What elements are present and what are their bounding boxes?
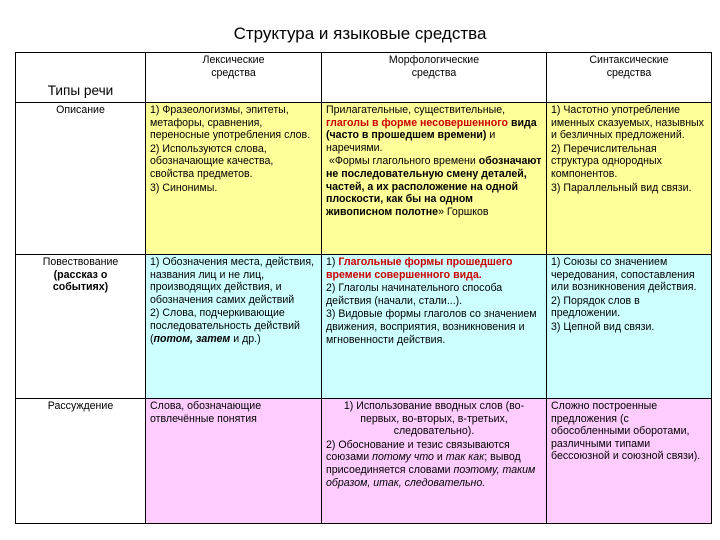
row-narration bbox=[16, 255, 712, 399]
narration-lexical: 1) Обозначения места, действия, названия лиц и не лиц, производящих действия, и обозначения самих действий 2) Слова, подчеркивающие последовательность действий (потом, затем и др.) bbox=[146, 255, 322, 399]
header-morph: Морфологические средства bbox=[322, 53, 547, 103]
header-row bbox=[16, 53, 712, 103]
reasoning-lexical: Слова, обозначающие отвлечённые понятия bbox=[146, 399, 322, 524]
narration-morph: 1) Глагольные формы прошедшего времени совершенного вида. 2) Глаголы начинательного способа действия (начали, стали...). 3) Видовые формы глаголов со значением движения, восприятия, возникновения и мгновенности действия. bbox=[322, 255, 547, 399]
page-title: Структура и языковые средства bbox=[233, 24, 487, 43]
description-syntax: 1) Частотно употребление именных сказуемых, назывных и безличных предложений. 2) Перечислительная структура однородных компонентов. 3) Параллельный вид связи. bbox=[547, 103, 712, 255]
speech-types-table bbox=[15, 52, 712, 524]
narration-syntax: 1) Союзы со значением чередования, сопоставления или возникновения действия. 2) Порядок слов в предложении. 3) Цепной вид связи. bbox=[547, 255, 712, 399]
reasoning-syntax: Сложно построенные предложения (с обособленными оборотами, различными типами бессоюзной и союзной связи). bbox=[547, 399, 712, 524]
reasoning-morph: 1) Использование вводных слов (во-первых, во-вторых, в-третьих, следовательно). 2) Обоснование и тезис связываются союзами потому что и так как; вывод присоединяется словами поэтому, таким образом, итак, следовательно. bbox=[322, 399, 547, 524]
header-types: Типы речи bbox=[16, 53, 146, 103]
row-label-reasoning: Рассуждение bbox=[16, 399, 146, 524]
row-description bbox=[16, 103, 712, 255]
row-reasoning bbox=[16, 399, 712, 524]
description-lexical: 1) Фразеологизмы, эпитеты, метафоры, сравнения, переносные употребления слов. 2) Используются слова, обозначающие качества, свойства предметов. 3) Синонимы. bbox=[146, 103, 322, 255]
header-syntax: Синтаксические средства bbox=[547, 53, 712, 103]
row-label-description: Описание bbox=[16, 103, 146, 255]
header-lexical: Лексические средства bbox=[146, 53, 322, 103]
row-label-narration: Повествование (рассказ о событиях) bbox=[16, 255, 146, 399]
description-morph: Прилагательные, существительные, глаголы в форме несовершенного вида (часто в прошедшем времени) и наречиями. «Формы глагольного времени обозначают не последовательную смену деталей, частей, а их расположение на одной плоскости, как бы на одном живописном полотне» Горшков bbox=[322, 103, 547, 255]
